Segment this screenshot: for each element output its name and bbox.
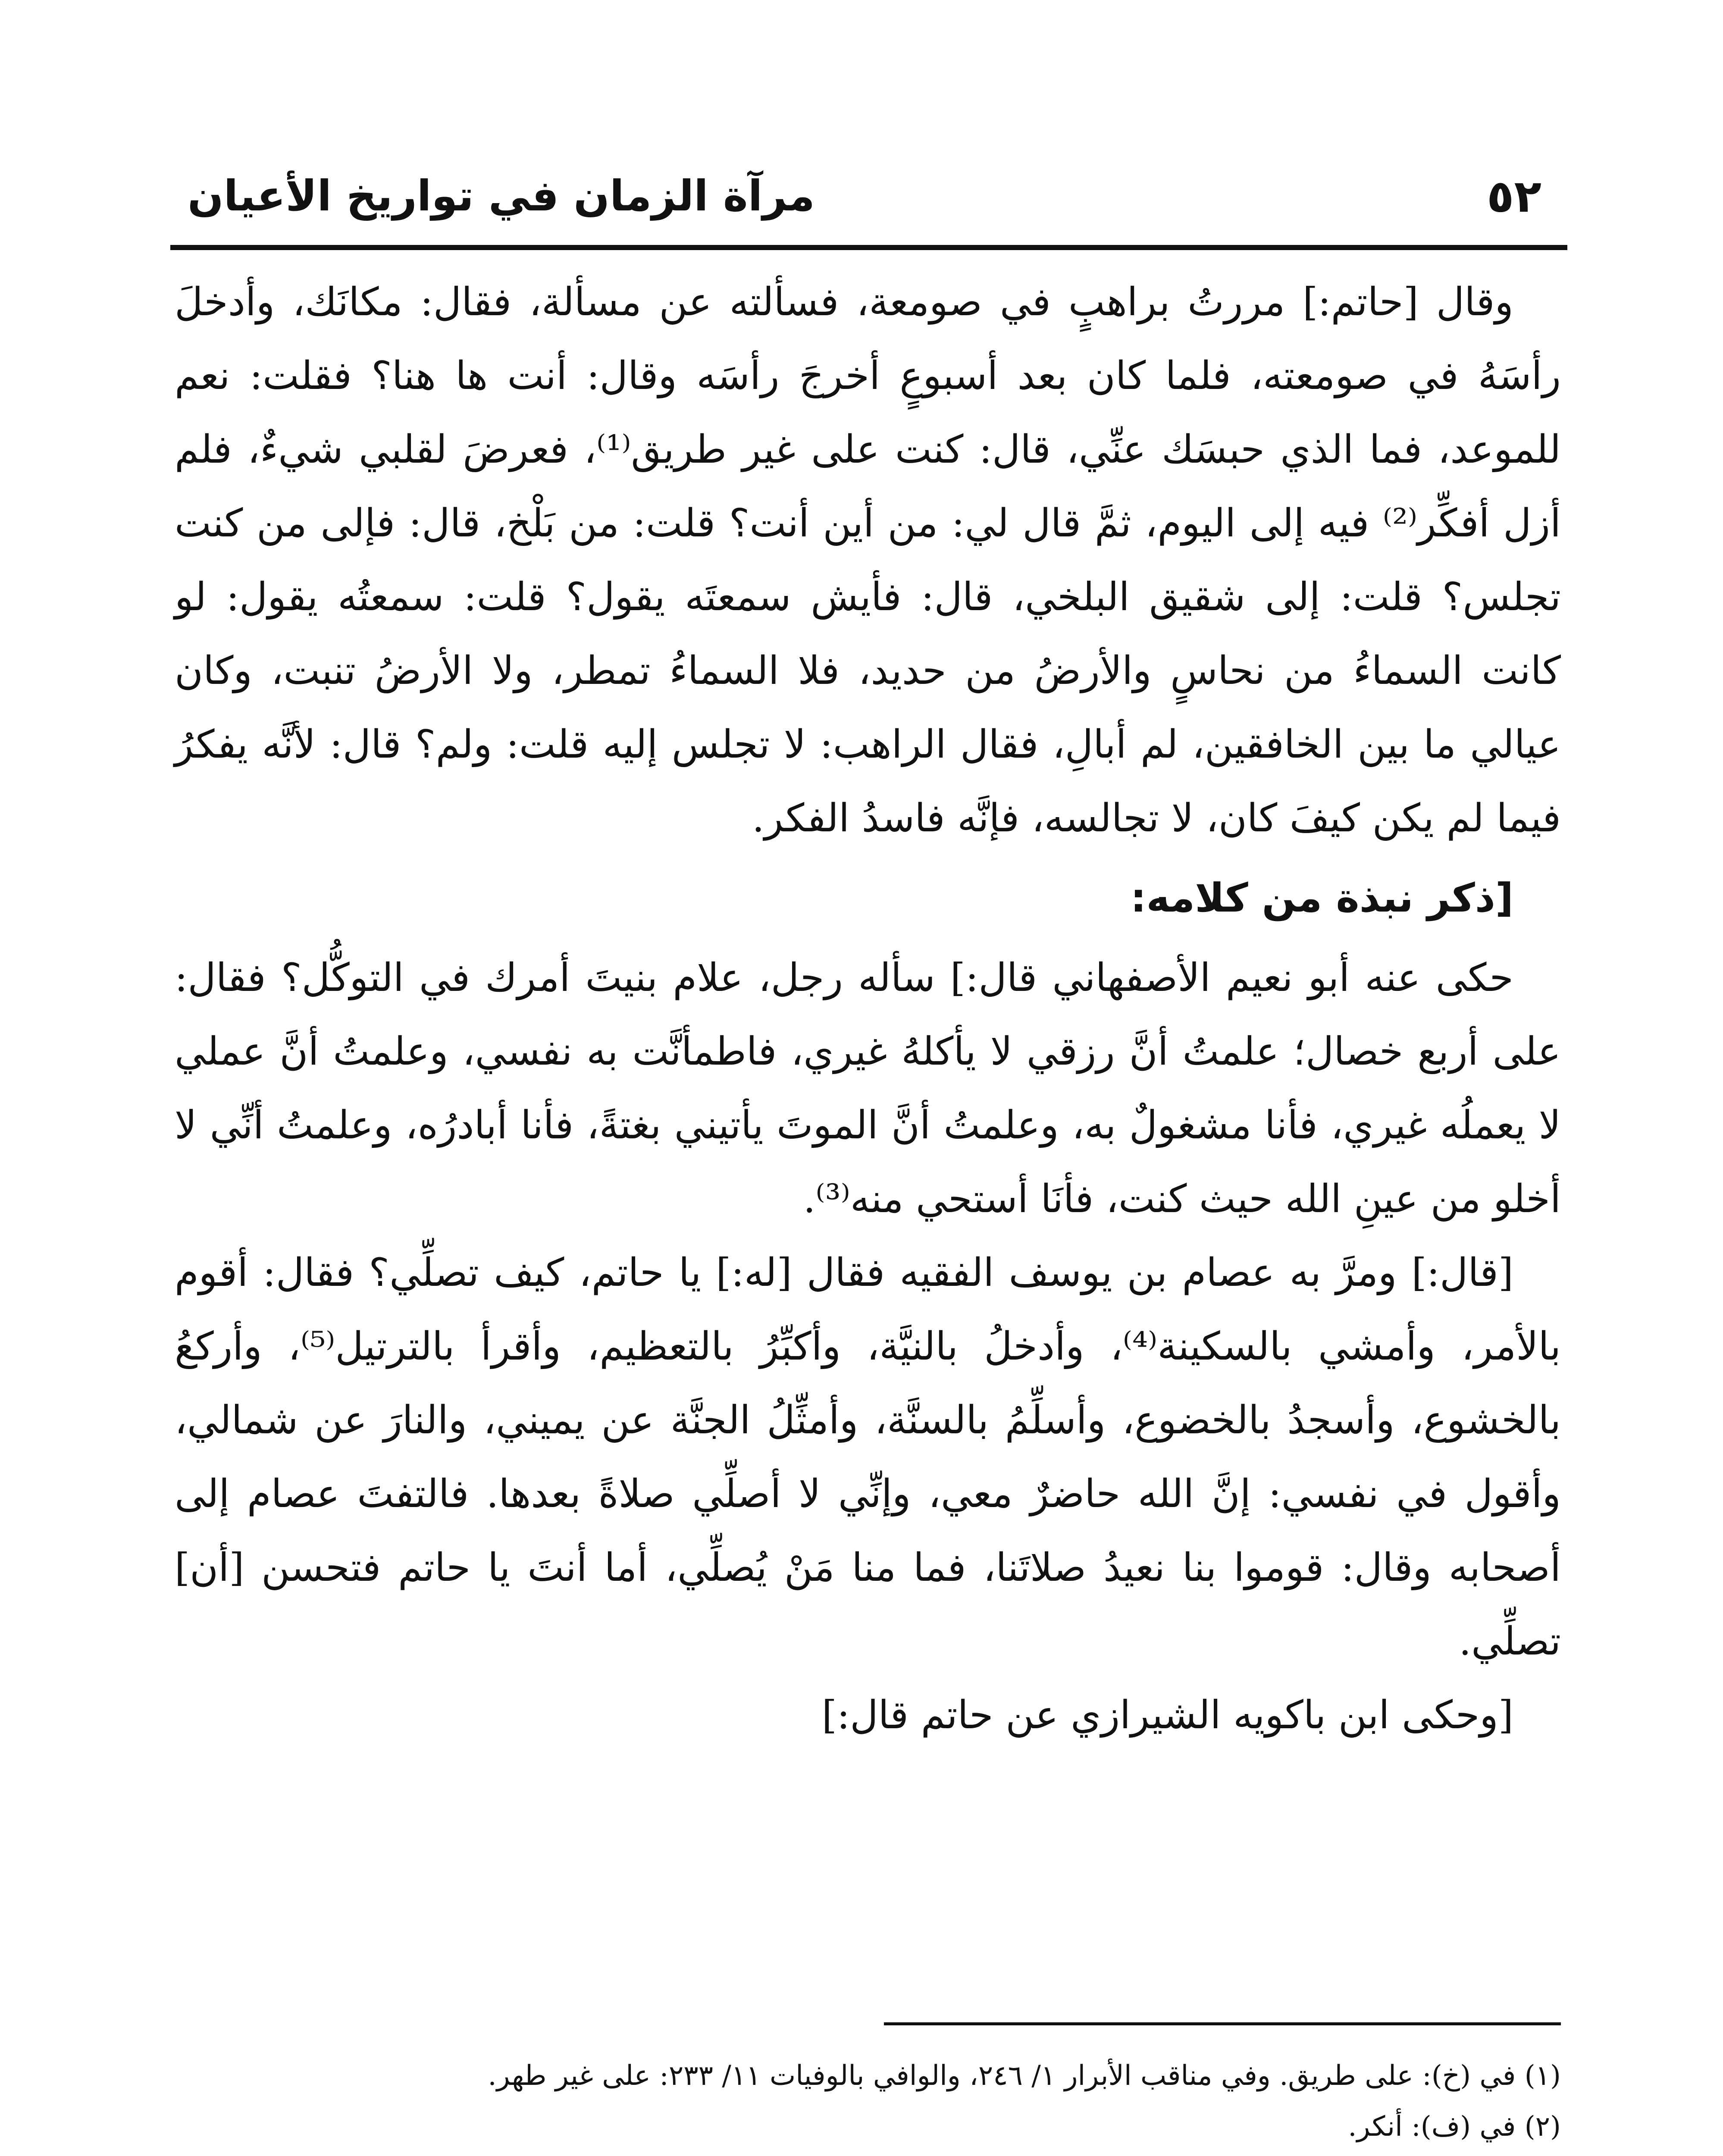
footnote-separator: [884, 2022, 1561, 2025]
running-header: [170, 142, 1567, 241]
section-heading: [ذكر نبذة من كلامه:: [1130, 875, 1513, 921]
page-number: ٥٢: [1487, 170, 1541, 222]
paragraph: [قال:] ومرَّ به عصام بن يوسف الفقيه فقال [له:] يا حاتم، كيف تصلِّي؟ فقال: أقوم بالأمر، وأمشي بالسكينة⁽⁴⁾، وأدخلُ بالنيَّة، وأكبِّرُ بالتعظيم، وأقرأ بالترتيل⁽⁵⁾، وأركعُ بالخشوع، وأسجدُ بالخضوع، وأسلِّمُ بالسنَّة، وأمثِّلُ الجنَّة عن يميني، والنارَ عن شمالي، وأقول في نفسي: إنَّ الله حاضرٌ معي، وإنِّي لا أصلِّي صلاةً بعدها. فالتفتَ عصام إلى أصحابه وقال: قوموا بنا نعيدُ صلاتَنا، فما منا مَنْ يُصلِّي، أما أنتَ يا حاتم فتحسن [أن] تصلِّي.: [175, 1250, 1561, 1664]
footnote-3: [175, 2152, 1561, 2156]
paragraph: وقال [حاتم:] مررتُ براهبٍ في صومعة، فسألته عن مسألة، فقال: مكانَك، وأدخلَ رأسَهُ في صومعته، فلما كان بعد أسبوعٍ أخرجَ رأسَه وقال: أنت ها هنا؟ فقلت: نعم للموعد، فما الذي حبسَك عنِّي، قال: كنت على غير طريق⁽¹⁾، فعرضَ لقلبي شيءٌ، فلم أزل أفكِّر⁽²⁾ فيه إلى اليوم، ثمَّ قال لي: من أين أنت؟ قلت: من بَلْخ، قال: فإلى من كنت تجلس؟ قلت: إلى شقيق البلخي، قال: فأيش سمعتَه يقول؟ قلت: سمعتُه يقول: لو كانت السماءُ من نحاسٍ والأرضُ من حديد، فلا السماءُ تمطر، ولا الأرضُ تنبت، وكان عيالي ما بين الخافقين، لم أبالِ، فقال الراهب: لا تجلس إليه قلت: ولم؟ قال: لأنَّه يفكرُ فيما لم يكن كيفَ كان، لا تجالسه، فإنَّه فاسدُ الفكر.: [175, 279, 1561, 841]
book-title: مرآة الزمان في تواريخ الأعيان: [188, 172, 815, 221]
paragraph: [وحكى ابن باكويه الشيرازي عن حاتم قال:]: [821, 1692, 1513, 1738]
main-text: [175, 265, 1561, 1752]
header-rule: [170, 245, 1567, 250]
footnotes: [175, 2050, 1561, 2156]
paragraph: حكى عنه أبو نعيم الأصفهاني قال:] سأله رجل، علام بنيتَ أمرك في التوكُّل؟ فقال: على أربع خصال؛ علمتُ أنَّ رزقي لا يأكلهُ غيري، فاطمأنَّت به نفسي، وعلمتُ أنَّ عملي لا يعملُه غيري، فأنا مشغولٌ به، وعلمتُ أنَّ الموتَ يأتيني بغتةً، فأنا أبادرُه، وعلمتُ أنِّي لا أخلو من عينِ الله حيث كنت، فأنَا أستحي منه⁽³⁾.: [175, 955, 1561, 1222]
footnote-2: (٢) في (ف): أنكر.: [1348, 2111, 1561, 2143]
footnote-1: (١) في (خ): على طريق. وفي مناقب الأبرار ١/ ٢٤٦، والوافي بالوفيات ١١/ ٢٣٣: على غير طهر.: [488, 2060, 1561, 2092]
